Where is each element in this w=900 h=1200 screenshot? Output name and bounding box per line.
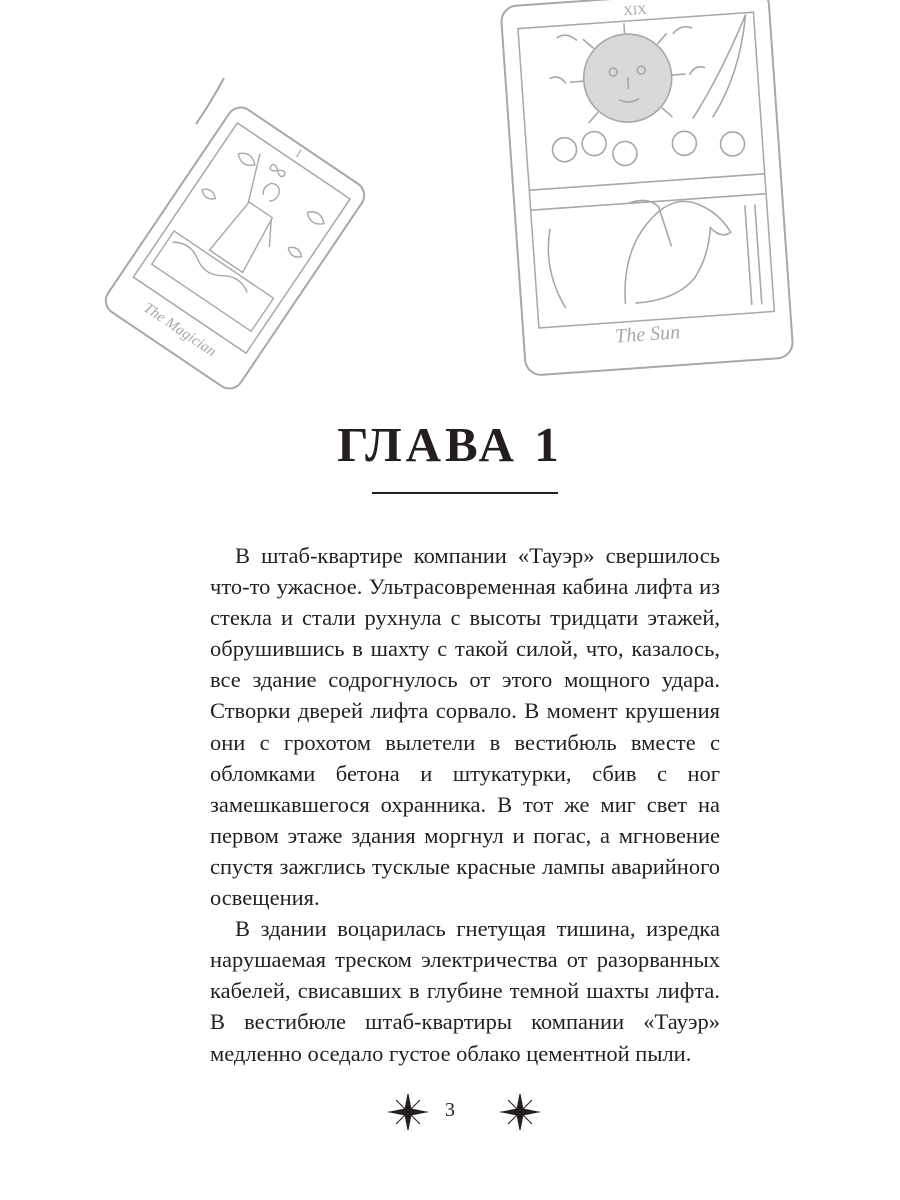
tarot-illustration — [0, 0, 900, 420]
page-number: 3 — [445, 1099, 455, 1121]
compass-star-icon — [386, 1092, 430, 1132]
page-footer — [0, 1092, 900, 1132]
magician-card — [100, 102, 369, 394]
sun-numeral: XIX — [622, 1, 648, 19]
compass-star-icon — [498, 1092, 542, 1132]
magician-label: The Magician — [140, 300, 219, 361]
magician-numeral: I — [293, 146, 305, 161]
chapter-body — [210, 540, 720, 1069]
sun-card — [500, 0, 793, 376]
paragraph: В здании воцарилась гнетущая тишина, изредка нарушаемая треском электричества от разорванных кабелей, свисавших в глубине темной шахты лифта. В вестибюле штаб-квартиры компании «Тауэр» медленно оседало густое облако цементной пыли. — [210, 916, 720, 1066]
card-edge-decoration — [196, 78, 224, 124]
title-divider — [372, 492, 558, 494]
sun-label: The Sun — [614, 321, 681, 348]
paragraph: В штаб-квартире компании «Тауэр» свершилось что-то ужасное. Ультрасовременная кабина лифта из стекла и стали рухнула с высоты тридцати этажей, обрушившись в шахту с такой силой, что, казалось, все здание содрогнулось от этого мощного удара. Створки дверей лифта сорвало. В момент крушения они с грохотом вылетели в вестибюль вместе с обломками бетона и штукатурки, сбив с ног замешкавшегося охранника. В тот же миг свет на первом этаже здания моргнул и погас, а мгновение спустя зажглись тусклые красные лампы аварийного освещения. — [210, 543, 720, 911]
chapter-title: ГЛАВА 1 — [337, 417, 563, 472]
